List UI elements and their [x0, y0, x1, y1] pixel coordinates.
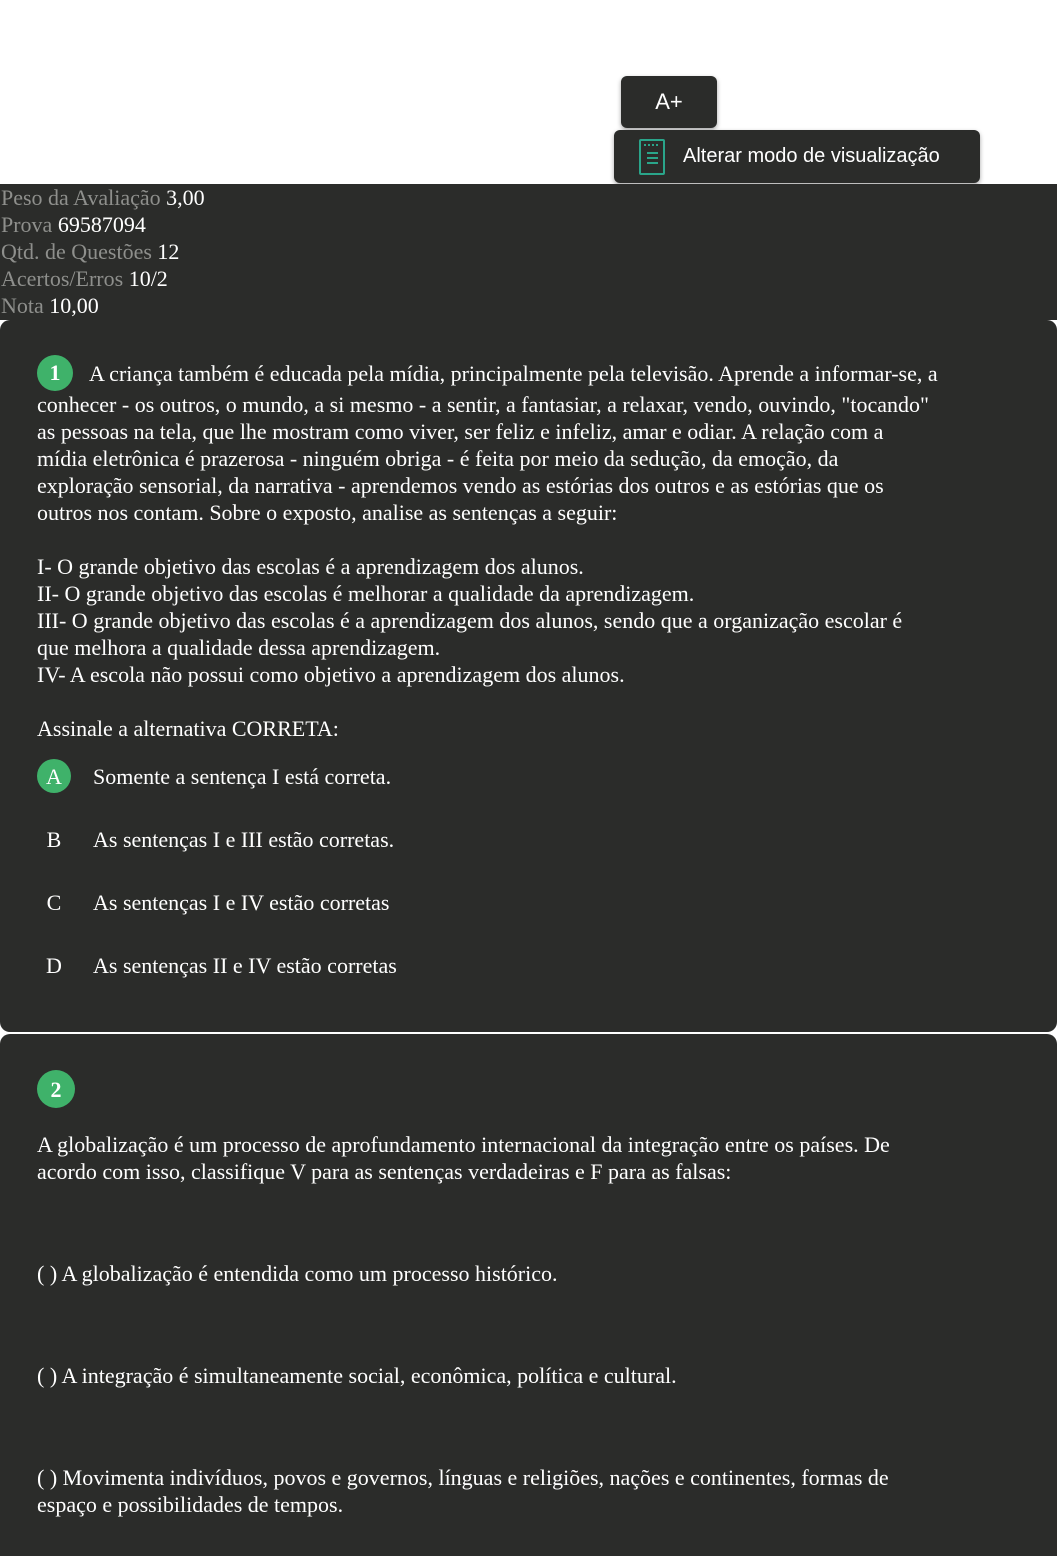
- summary-question-count: Qtd. de Questões 12: [1, 239, 180, 264]
- question-card-1: [0, 320, 1057, 1032]
- sentence-i: I- O grande objetivo das escolas é a aprendizagem dos alunos.: [37, 553, 584, 579]
- view-mode-label: Alterar modo de visualização: [683, 145, 940, 167]
- sentence-iii-cont: que melhora a qualidade dessa aprendizagem.: [37, 634, 441, 660]
- question-card-2: [0, 1034, 1057, 1556]
- document-view-icon: [639, 139, 665, 175]
- sentence-iii: III- O grande objetivo das escolas é a aprendizagem dos alunos, sendo que a organização escolar é: [37, 607, 903, 633]
- tf-item-1: ( ) A globalização é entendida como um processo histórico.: [37, 1261, 558, 1286]
- tf-item-2: ( ) A integração é simultaneamente social, econômica, política e cultural.: [37, 1363, 677, 1388]
- alternative-b[interactable]: B As sentenças I e III estão corretas.: [37, 822, 394, 856]
- alternative-a[interactable]: A Somente a sentença I está correta.: [37, 759, 391, 793]
- alternative-letter: D: [46, 952, 62, 978]
- summary-exam-id: Prova 69587094: [1, 212, 146, 237]
- alternative-d[interactable]: D As sentenças II e IV estão corretas: [37, 948, 397, 982]
- view-mode-button[interactable]: [614, 130, 980, 183]
- summary-grade: Nota 10,00: [1, 293, 99, 318]
- sentence-ii: II- O grande objetivo das escolas é melhorar a qualidade da aprendizagem.: [37, 580, 695, 606]
- question-2-text: A globalização é um processo de aprofundamento internacional da integração entre os países. De acordo com isso, classifique V para as sentenças verdadeiras e F para as falsas:: [37, 1132, 890, 1184]
- font-increase-button[interactable]: A+: [621, 76, 717, 128]
- sentence-iv: IV- A escola não possui como objetivo a aprendizagem dos alunos.: [37, 661, 625, 687]
- alternative-letter: B: [46, 826, 62, 852]
- top-toolbar: [0, 0, 1057, 184]
- alternative-letter: C: [46, 889, 62, 915]
- question-1-text: 1 A criança também é educada pela mídia, principalmente pela televisão. Aprende a informar-se, a conhecer - os outros, o mundo, a si mesmo - a sentir, a fantasiar, a relaxar, vendo, ouvindo, "tocando" as pessoas na tela, que lhe mostram como viver, ser feliz e infeliz, amar e odiar. A relação com a mídia eletrônica é prazerosa - ninguém obriga - é feita por meio da sedução, da emoção, da exploração sensorial, da narrativa - aprendemos vendo as estórias dos outros e as estórias que os outros nos contam. Sobre o exposto, analise as sentenças a seguir: I- O grande objetivo das escolas é a aprendizagem dos alunos. II- O grande objetivo das escolas é melhorar a qualidade da aprendizagem. III- O grande objetivo das escolas é a aprendizagem dos alunos, sendo que a organização escolar é que melhora a qualidade dessa aprendizagem. IV- A escola não possui como objetivo a aprendizagem dos alunos. Assinale a alternativa CORRETA:: [37, 360, 1027, 742]
- question-number-badge: 1: [37, 355, 73, 391]
- exam-summary: [0, 184, 1057, 320]
- question-2-header: [37, 1070, 1027, 1108]
- tf-item-3: ( ) Movimenta indivíduos, povos e governos, línguas e religiões, nações e continentes, formas de espaço e possibilidades de tempos.: [37, 1465, 889, 1517]
- summary-weight: Peso da Avaliação 3,00: [1, 185, 205, 210]
- summary-hits-errors: Acertos/Erros 10/2: [1, 266, 168, 291]
- alternative-letter-correct: A: [37, 759, 71, 793]
- alternative-c[interactable]: C As sentenças I e IV estão corretas: [37, 885, 389, 919]
- question-prompt: Assinale a alternativa CORRETA:: [37, 715, 339, 741]
- question-number-badge: 2: [37, 1070, 75, 1108]
